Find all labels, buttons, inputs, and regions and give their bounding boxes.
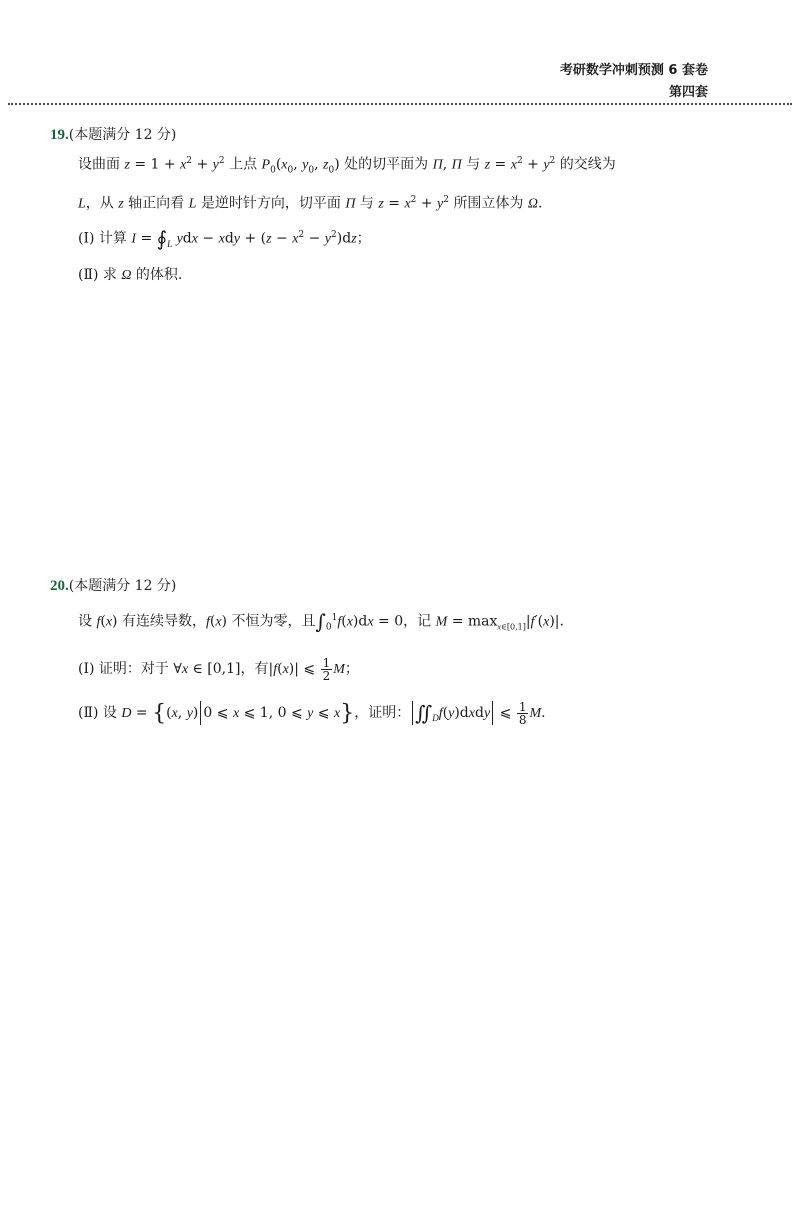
problem-19 <box>50 124 740 291</box>
problem-number: 20. <box>50 578 69 594</box>
problem-20 <box>50 575 740 741</box>
set-label: 第四套 <box>668 85 708 100</box>
problem-number: 19. <box>50 127 69 143</box>
problem-score: (本题满分 12 分) <box>68 578 177 594</box>
part-1: (Ⅰ) 证明：对于 ∀x ∈ [0,1]，有|f(x)| ⩽ $\frac{1}{2}$ M； <box>78 655 359 683</box>
page-header <box>560 60 708 104</box>
problem-header <box>50 124 740 146</box>
problem-score: (本题满分 12 分) <box>68 127 177 143</box>
problem-stem-line-1: 设曲面 $z = 1 + x^2 + y^2$ 上点 $P_0(x_0$, $y_0$, $z_0$) 处的切平面为 Π, Π 与 $z = x^2 + y^2$ 的交线为 <box>78 156 616 176</box>
series-title: 考研数学冲刺预测 6 套卷 <box>559 63 708 78</box>
problem-stem: 设 f(x) 有连续导数，f(x) 不恒为零，且$\int_0^1f(x)dx = 0$，记 $M = \max_{x\in[0,1]}|f'(x)|$. <box>78 609 564 634</box>
problem-stem-line-2: L，从 z 轴正向看 L 是逆时针方向，切平面 Π 与 $z = x^2 + y^2$ 所围立体为 Ω. <box>78 195 543 213</box>
problem-header <box>50 575 740 597</box>
part-2: (Ⅱ) 设 D = {(x, y) 0 ⩽ x ⩽ 1, 0 ⩽ y ⩽ x}，证明： $∬_Df(y)dxdy$ ⩽ $\frac{1}{8}$ M. <box>78 699 546 727</box>
header-divider <box>8 103 792 105</box>
part-1: (Ⅰ) 计算 $I = ∮_L$ ydx − xdy + $(z - x^2 - y^2)dz$； <box>78 226 371 251</box>
part-2: (Ⅱ) 求 Ω 的体积. <box>78 266 183 283</box>
